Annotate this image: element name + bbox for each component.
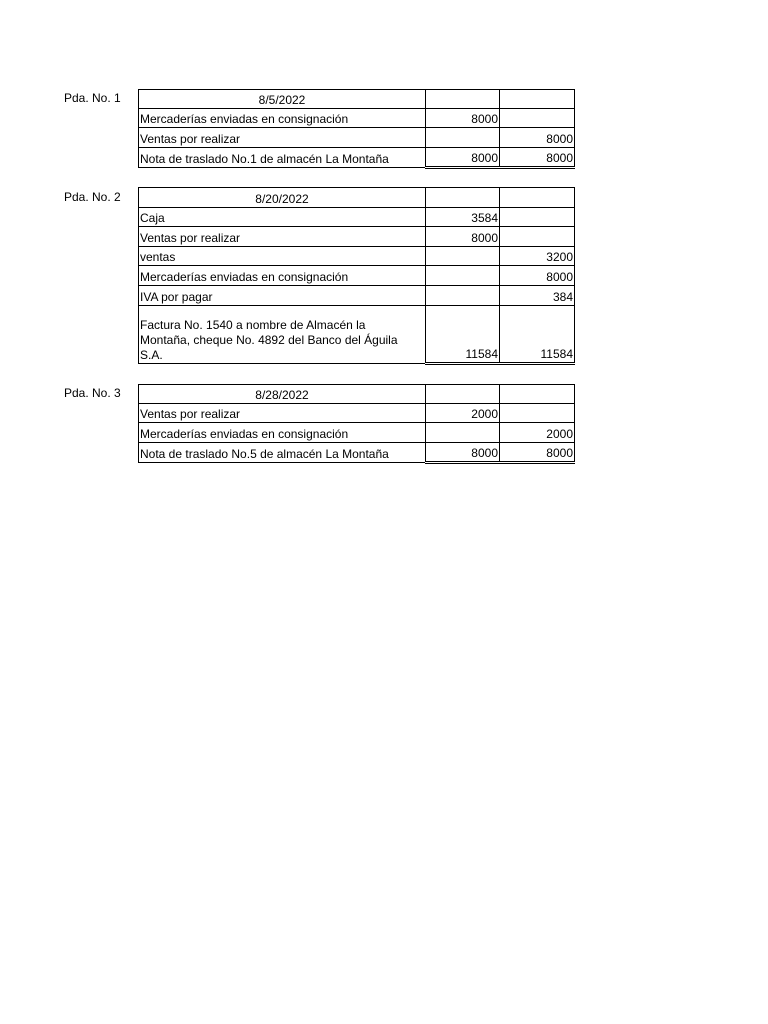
credit-cell (500, 208, 575, 227)
entry-date: 8/20/2022 (139, 188, 426, 208)
account-cell: IVA por pagar (139, 286, 426, 306)
entry-header-row (139, 188, 575, 208)
debit-header-cell (426, 90, 500, 109)
account-cell: Ventas por realizar (139, 227, 426, 247)
entry-date: 8/5/2022 (139, 90, 426, 109)
table-row (139, 208, 575, 227)
debit-total-cell: 8000 (426, 443, 500, 463)
credit-total-cell: 11584 (500, 306, 575, 364)
debit-cell: 8000 (426, 227, 500, 247)
account-cell: Ventas por realizar (139, 404, 426, 423)
table-row (139, 266, 575, 286)
entry-date: 8/28/2022 (139, 385, 426, 404)
debit-total-cell: 11584 (426, 306, 500, 364)
table-row (139, 247, 575, 266)
debit-cell (426, 286, 500, 306)
account-cell: Nota de traslado No.1 de almacén La Montaña (139, 148, 426, 168)
table-row-total (139, 306, 575, 364)
journal-entry-table (138, 187, 575, 365)
credit-cell (500, 109, 575, 128)
debit-cell (426, 423, 500, 443)
credit-cell: 8000 (500, 266, 575, 286)
debit-cell: 8000 (426, 109, 500, 128)
debit-cell: 3584 (426, 208, 500, 227)
credit-cell: 3200 (500, 247, 575, 266)
journal-entry-table (138, 384, 575, 464)
credit-header-cell (500, 385, 575, 404)
table-row-total (139, 148, 575, 168)
debit-cell: 2000 (426, 404, 500, 423)
entry-header-row (139, 90, 575, 109)
entry-label: Pda. No. 3 (64, 386, 121, 400)
table-row (139, 286, 575, 306)
credit-total-cell: 8000 (500, 443, 575, 463)
credit-cell (500, 227, 575, 247)
debit-header-cell (426, 188, 500, 208)
debit-cell (426, 266, 500, 286)
table-row (139, 404, 575, 423)
credit-cell: 8000 (500, 128, 575, 148)
description-line: Montaña, cheque No. 4892 del Banco del Águila (140, 333, 398, 347)
table-row (139, 109, 575, 128)
credit-total-cell: 8000 (500, 148, 575, 168)
credit-header-cell (500, 188, 575, 208)
account-cell: Ventas por realizar (139, 128, 426, 148)
account-cell: Nota de traslado No.5 de almacén La Montaña (139, 443, 426, 463)
table-row (139, 227, 575, 247)
debit-cell (426, 128, 500, 148)
entry-label: Pda. No. 2 (64, 190, 121, 204)
debit-total-cell: 8000 (426, 148, 500, 168)
credit-cell: 384 (500, 286, 575, 306)
credit-cell (500, 404, 575, 423)
description-line: S.A. (140, 348, 163, 362)
table-row (139, 423, 575, 443)
description-cell (139, 306, 426, 364)
credit-header-cell (500, 90, 575, 109)
credit-cell: 2000 (500, 423, 575, 443)
account-cell: Mercaderías enviadas en consignación (139, 423, 426, 443)
table-row-total (139, 443, 575, 463)
account-cell: ventas (139, 247, 426, 266)
description-line: Factura No. 1540 a nombre de Almacén la (140, 318, 366, 332)
account-cell: Caja (139, 208, 426, 227)
entry-label: Pda. No. 1 (64, 91, 121, 105)
debit-header-cell (426, 385, 500, 404)
table-row (139, 128, 575, 148)
journal-entry-table (138, 89, 575, 169)
account-cell: Mercaderías enviadas en consignación (139, 266, 426, 286)
entry-header-row (139, 385, 575, 404)
debit-cell (426, 247, 500, 266)
account-cell: Mercaderías enviadas en consignación (139, 109, 426, 128)
